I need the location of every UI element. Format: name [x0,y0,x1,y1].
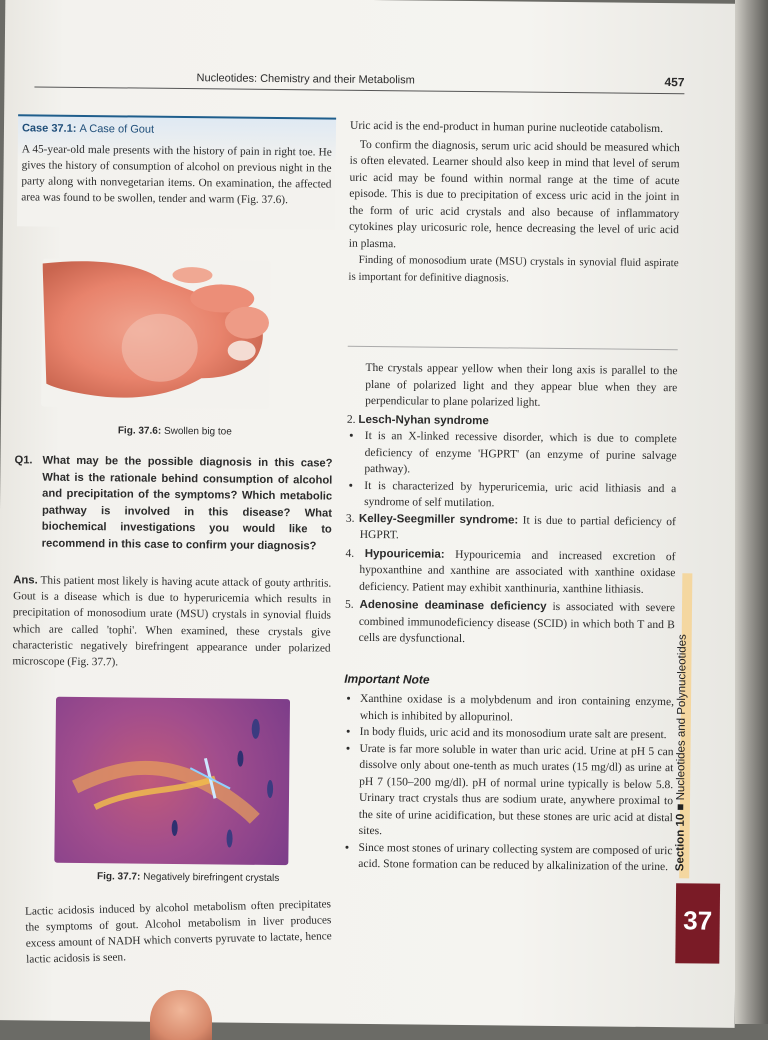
paragraph-crystals: The crystals appear yellow when their long axis is parallel to the plane of polarized light and they appear blue when they are perpendicular to plane polarized light. [365,361,678,409]
section-number: Section 10 [674,813,687,872]
case-heading [18,116,336,144]
swollen-toe-image [41,259,271,409]
section-subject: Nucleotides and Polynucleotides [674,634,689,801]
fig-caption-text: Swollen big toe [163,425,232,438]
item-text: It is due to partial deficiency of HGPRT. [359,514,676,542]
item-text: is associated with severe combined immunodeficiency disease (SCID) in which both T and B cells are dysfunctional. [358,600,676,646]
important-note [342,670,674,875]
lactic-acidosis-text: Lactic acidosis induced by alcohol metabolism often precipitates the symptoms of gout. Alcohol metabolism in liver produces excess amount of NADH which converts pyruvate to lactate, hence lactic acidosis is seen. [24,898,332,966]
header-title: Nucleotides: Chemistry and their Metabolism [196,72,415,87]
item-kelley-seegmiller [346,510,676,546]
list-item: • It is characterized by hyperuricemia, uric acid lithiasis and a syndrome of self mutilation. [362,477,676,513]
toe-illustration [41,259,271,409]
item-heading: Lesch-Nyhan syndrome [358,413,489,427]
page-stack-edge [735,0,768,1024]
item-number: 4. [345,547,355,560]
question-block [14,452,333,554]
item-ada-deficiency [345,597,676,650]
item-text: Hypouricemia and increased excretion of hypoxanthine and xanthine are associated with xanthine oxidase deficiency. Patient may exhibit xanthinuria, xanthine lithiasis. [359,548,676,596]
item-number: 2. [346,413,356,426]
note-item: • Urate is far more soluble in water than uric acid. Urine at pH 5 can dissolve only about one-tenth as much urates (15 mg/dl) as urine at pH 7 (150–200 mg/dl). pH of normal urine typically is below 5.8. Urinary tract crystals thus are sodium urate, anywhere proximal to the site of urine acidification, but these stones are uric acid at distal sites. [359,740,674,842]
question-text: What may be the possible diagnosis in this case? What is the rationale behind consumption of alcohol and precipitation of the symptoms? Which metabolic pathway is involved in this disease? What biochemical investigations you would like to recommend in this case to confirm your diagnosis? [41,454,333,552]
answer-block [12,572,331,673]
item-number: 3. [345,512,355,525]
right-column [348,118,680,288]
crystals-illustration [54,697,290,865]
item-lesch-nyhan [346,411,677,513]
column-divider [348,346,678,350]
note-item: • Since most stones of urinary collecting system are composed of uric acid. Stone formation can be reduced by alkalinization of the urine. [358,839,672,875]
page-number: 457 [664,75,685,90]
left-column [9,0,338,1024]
right-column-lower [342,360,677,876]
note-item: • Xanthine oxidase is a molybdenum and iron containing enzyme, which is inhibited by allopurinol. [360,691,674,727]
item-heading: Hypouricemia: [364,547,445,561]
chapter-tab: 37 [675,883,720,963]
answer-label: Ans. [13,574,38,587]
figure-37-6-caption [75,423,275,442]
paragraph-end-product: Uric acid is the end-product in human purine nucleotide catabolism. [349,119,664,136]
list-item: • It is an X-linked recessive disorder, which is due to complete deficiency of enzyme 'HGPRT' (an enzyme of purine salvage pathway). [362,428,677,481]
thumb [150,990,212,1040]
case-text: A 45-year-old male presents with the history of pain in right toe. He gives the history of consumption of alcohol on previous night in the party along with nonvegetarian items. On examination, the affected area was found to be swollen, tender and warm (Fig. 37.6). [21,142,332,206]
item-number: 5. [344,598,354,611]
case-title: A Case of Gout [79,122,155,136]
note-item: • In body fluids, uric acid and its monosodium urate salt are present. [360,724,674,744]
answer-text: This patient most likely is having acute attack of gouty arthritis. Gout is a disease which is due to hyperuricemia which results in precipitation of monosodium urate (MSU) crystals in synovial fluids which are called 'tophi'. When examined, these crystals give characteristic negatively birefringent appearance under polarized microscope (Fig. 37.7). [12,574,332,669]
section-separator: ■ [674,803,687,811]
question-label: Q1. [14,454,33,467]
note-title: Important Note [344,671,430,687]
case-box [17,114,336,229]
paragraph-diagnosis: To confirm the diagnosis, serum uric acid should be measured which is often elevated. Learner should also keep in mind that level of serum uric acid may be found within normal range at the time of acute episode. This is due to precipitation of excess uric acid in the joint in the form of uric acid crystals and also because of inflammatory cytokines play uricosuric role, hence decreasing the level of uric acid in plasma. [348,138,680,250]
fig-label: Fig. 37.7: [96,871,141,883]
figure-37-7-caption [68,869,308,888]
fig-label: Fig. 37.6: [117,425,162,437]
fig-caption-text: Negatively birefringent crystals [143,871,280,885]
case-label: Case 37.1: [21,122,77,135]
item-heading: Adenosine deaminase deficiency [359,598,547,613]
paragraph-msu: Finding of monosodium urate (MSU) crystals in synovial fluid aspirate is important for definitive diagnosis. [348,253,679,284]
item-heading: Kelley-Seegmiller syndrome: [358,512,519,527]
section-label [674,634,688,871]
item-hypouricemia [345,545,676,598]
microscope-crystals-image [54,697,290,865]
